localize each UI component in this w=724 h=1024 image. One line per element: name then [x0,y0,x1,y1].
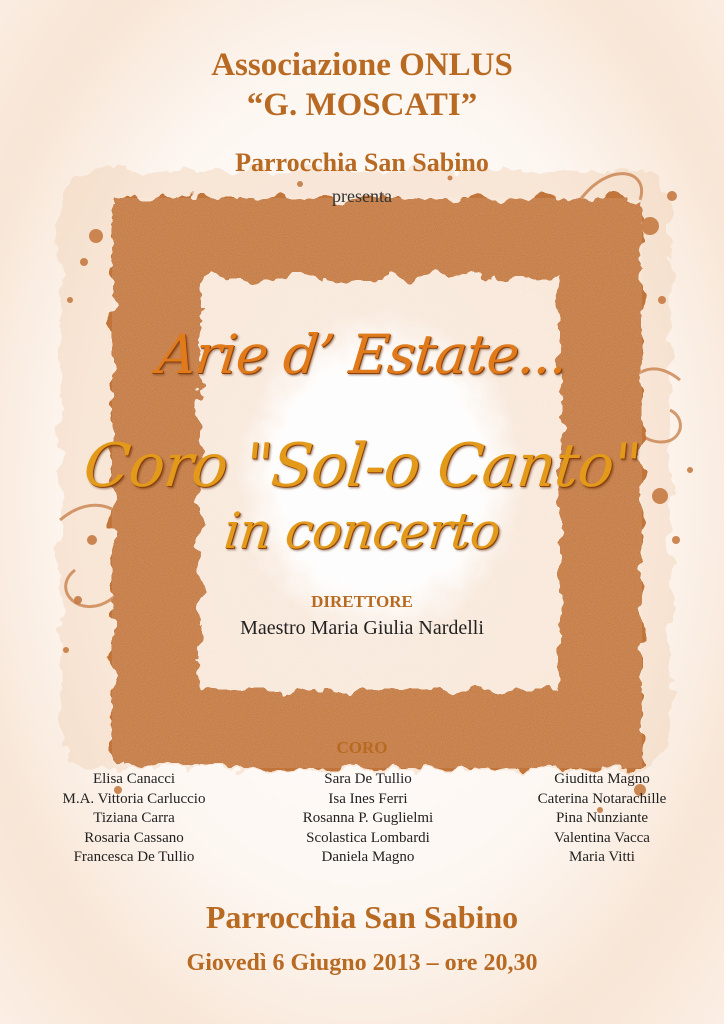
choir-members-column-1 [14,770,254,868]
choir-member: Daniela Magno [321,849,415,866]
choir-member: Francesca De Tullio [73,849,195,866]
presents-text: presenta [332,186,392,206]
choir-label: CORO [336,738,388,757]
choir-name: Coro "Sol-o Canto" [80,431,644,501]
concert-subtitle: in concerto [221,502,503,560]
choir-member: Scolastica Lombardi [306,829,430,846]
director-label: DIRETTORE [311,592,413,611]
choir-member: Pina Nunziante [555,810,649,827]
choir-member: Maria Vitti [569,849,635,866]
choir-member: Caterina Notarachille [537,790,667,807]
choir-member: M.A. Vittoria Carluccio [62,790,206,807]
choir-members-column-3 [482,770,722,868]
choir-member: Giuditta Magno [554,771,650,787]
parish-header: Parrocchia San Sabino [235,148,489,177]
director-name: Maestro Maria Giulia Nardelli [240,617,484,639]
choir-member: Rosaria Cassano [84,829,184,846]
choir-member: Valentina Vacca [554,829,650,846]
venue-name: Parrocchia San Sabino [205,899,519,935]
choir-member: Isa Ines Ferri [328,790,408,807]
choir-member: Tiziana Carra [93,810,175,827]
event-title: Arie d’ Estate... [154,323,571,386]
event-date-time: Giovedì 6 Giugno 2013 – ore 20,30 [186,950,538,976]
choir-member: Rosanna P. Guglielmi [302,810,434,827]
association-subtitle: “G. MOSCATI” [246,87,478,123]
association-name: Associazione ONLUS [211,47,513,83]
choir-member: Elisa Canacci [92,771,176,787]
choir-members-column-2 [248,770,488,868]
choir-member: Sara De Tullio [324,771,412,787]
